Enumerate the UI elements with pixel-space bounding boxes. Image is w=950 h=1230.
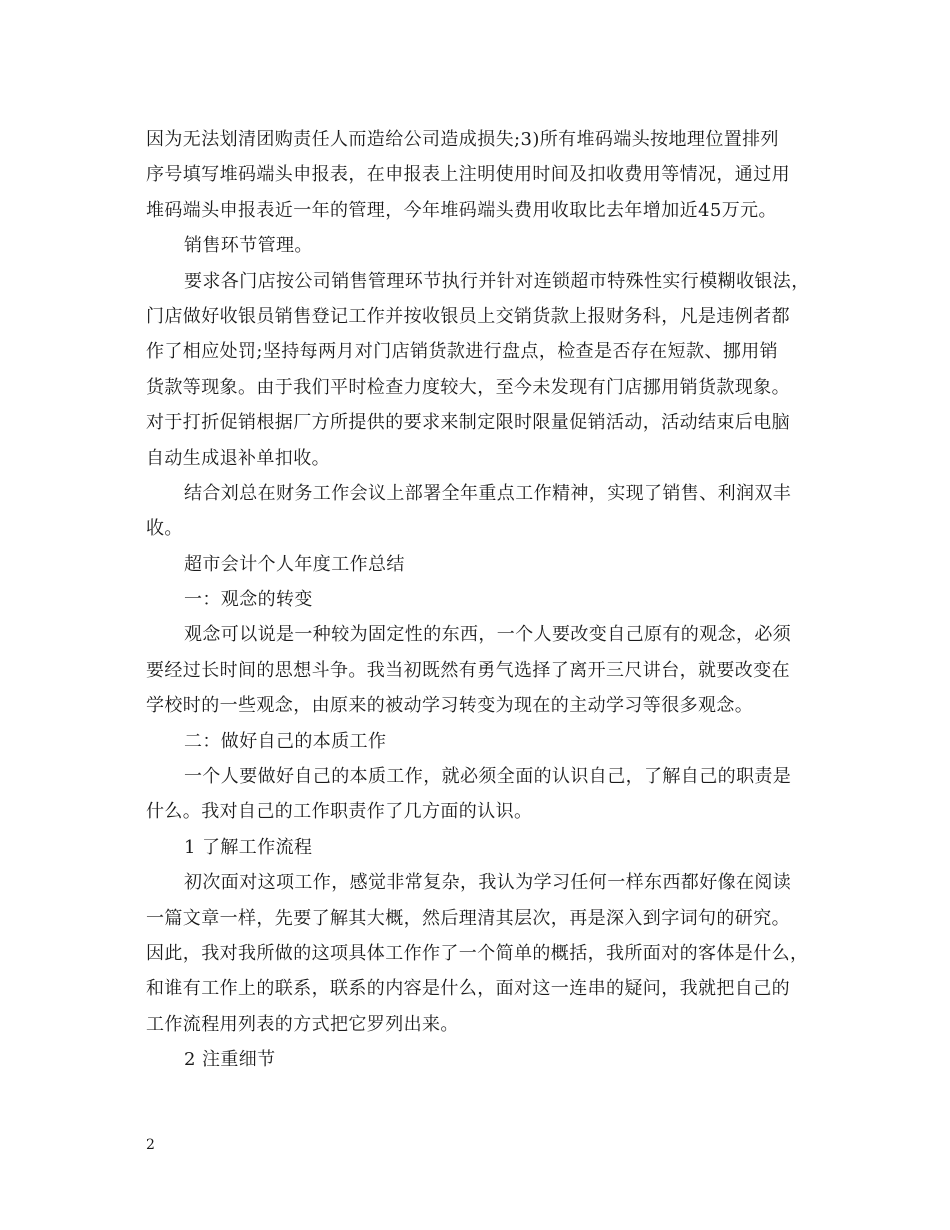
text-line-20: 什么。我对自己的工作职责作了几方面的认识。 bbox=[146, 801, 533, 823]
text-line-3: 堆码端头申报表近一年的管理，今年堆码端头费用收取比去年增加近45万元。 bbox=[146, 199, 777, 221]
subsection-heading-2: 2 注重细节 bbox=[184, 1049, 276, 1071]
text-line-6: 门店做好收银员销售登记工作并按收银员上交销货款上报财务科，凡是违例者都 bbox=[146, 305, 790, 327]
subsection-heading-1: 1 了解工作流程 bbox=[184, 836, 313, 858]
text-line-17: 学校时的一些观念，由原来的被动学习转变为现在的主动学习等很多观念。 bbox=[146, 695, 754, 717]
text-line-8: 货款等现象。由于我们平时检查力度较大，至今未发现有门店挪用销货款现象。 bbox=[146, 376, 790, 398]
text-line-9: 对于打折促销根据厂方所提供的要求来制定限时限量促销活动，活动结束后电脑 bbox=[146, 412, 790, 434]
section-heading-1: 一：观念的转变 bbox=[184, 589, 313, 611]
text-line-5: 要求各门店按公司销售管理环节执行并针对连锁超市特殊性实行模糊收银法， bbox=[184, 270, 810, 292]
text-line-11: 结合刘总在财务工作会议上部署全年重点工作精神，实现了销售、利润双丰 bbox=[184, 482, 792, 504]
text-line-1: 因为无法划清团购责任人而造给公司造成损失;3)所有堆码端头按地理位置排列 bbox=[146, 129, 779, 150]
text-line-7: 作了相应处罚;坚持每两月对门店销货款进行盘点，检查是否存在短款、挪用销 bbox=[146, 341, 779, 363]
text-line-19: 一个人要做好自己的本质工作，就必须全面的认识自己，了解自己的职责是 bbox=[184, 766, 792, 788]
text-line-12: 收。 bbox=[146, 518, 183, 540]
text-line-25: 和谁有工作上的联系，联系的内容是什么，面对这一连串的疑问，我就把自己的 bbox=[146, 978, 790, 1000]
text-line-24: 因此，我对我所做的这项具体工作作了一个简单的概括，我所面对的客体是什么， bbox=[146, 942, 809, 964]
section-heading-2: 二：做好自己的本质工作 bbox=[184, 730, 387, 752]
text-line-22: 初次面对这项工作，感觉非常复杂，我认为学习任何一样东西都好像在阅读 bbox=[184, 872, 792, 894]
text-line-2: 序号填写堆码端头申报表，在申报表上注明使用时间及扣收费用等情况，通过用 bbox=[146, 164, 790, 186]
text-line-26: 工作流程用列表的方式把它罗列出来。 bbox=[146, 1013, 459, 1035]
text-line-23: 一篇文章一样，先要了解其大概，然后理清其层次，再是深入到字词句的研究。 bbox=[146, 907, 790, 929]
text-line-10: 自动生成退补单扣收。 bbox=[146, 447, 330, 469]
page-number: 2 bbox=[146, 1137, 155, 1153]
text-line-15: 观念可以说是一种较为固定性的东西，一个人要改变自己原有的观念，必须 bbox=[184, 624, 792, 646]
document-body bbox=[146, 122, 810, 1078]
text-line-16: 要经过长时间的思想斗争。我当初既然有勇气选择了离开三尺讲台，就要改变在 bbox=[146, 659, 790, 681]
section-heading-sales: 销售环节管理。 bbox=[184, 235, 313, 257]
document-title: 超市会计个人年度工作总结 bbox=[184, 553, 405, 575]
